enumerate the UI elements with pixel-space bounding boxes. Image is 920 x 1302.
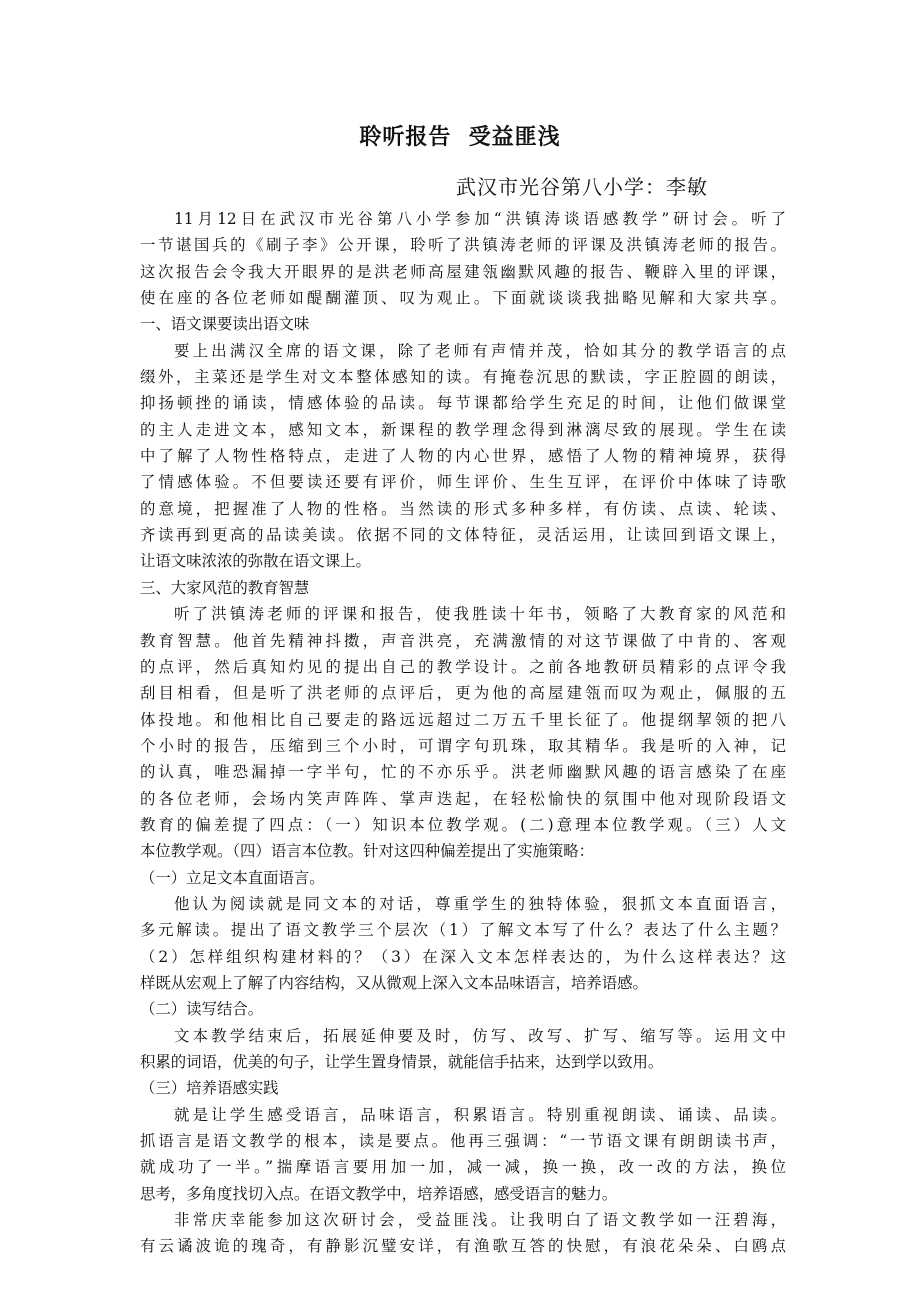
text-line: 个小时的报告，压缩到三个小时，可谓字句玑珠，取其精华。我是听的入神，记 — [140, 736, 786, 755]
text-line: 抓语言是语文教学的根本，读是要点。他再三强调：“一节语文课有朗朗读书声， — [140, 1132, 786, 1151]
text-line: 本位教学观。（四）语言本位教。针对这四种偏差提出了实施策略： — [140, 842, 595, 861]
text-line: 刮目相看，但是听了洪老师的点评后，更为他的高屋建瓴而叹为观止，佩服的五 — [140, 684, 786, 703]
text-line: 就是让学生感受语言，品味语言，积累语言。特别重视朗读、诵读、品读。 — [174, 1105, 786, 1124]
text-line: 有云谲波诡的瑰奇，有静影沉璧安详，有渔歌互答的快慰，有浪花朵朵、白鸥点 — [140, 1237, 786, 1256]
text-line: （三）培养语感实践 — [140, 1079, 279, 1098]
text-line: 一、语文课要读出语文味 — [140, 315, 310, 334]
text-line: 让语文味浓浓的弥散在语文课上。 — [140, 552, 371, 571]
text-line: （2）怎样组织构建材料的？（3）在深入文本怎样表达的，为什么这样表达？这 — [140, 947, 786, 966]
text-line: 三、大家风范的教育智慧 — [140, 578, 310, 597]
text-line: 多元解读。提出了语文教学三个层次（1）了解文本写了什么？表达了什么主题？ — [140, 921, 786, 940]
text-line: 这次报告会令我大开眼界的是洪老师高屋建瓴幽默风趣的报告、鞭辟入里的评课， — [140, 262, 786, 281]
text-line: 就成功了一半。”揣摩语言要用加一加，减一减，换一换，改一改的方法，换位 — [140, 1158, 786, 1177]
text-line: 11月12日在武汉市光谷第八小学参加“洪镇涛谈语感教学”研讨会。听了 — [174, 210, 786, 228]
text-line: 非常庆幸能参加这次研讨会，受益匪浅。让我明白了语文教学如一汪碧海， — [174, 1211, 786, 1230]
text-line: 教育智慧。他首先精神抖擞，声音洪亮，充满激情的对这节课做了中肯的、客观 — [140, 631, 786, 650]
text-line: 一节谌国兵的《刷子李》公开课，聆听了洪镇涛老师的评课及洪镇涛老师的报告。 — [140, 236, 786, 255]
text-line: 的点评，然后真知灼见的提出自己的教学设计。之前各地教研员精彩的点评令我 — [140, 657, 786, 676]
text-line: 听了洪镇涛老师的评课和报告，使我胜读十年书，领略了大教育家的风范和 — [174, 605, 786, 624]
text-line: 的认真，唯恐漏掉一字半句，忙的不亦乐乎。洪老师幽默风趣的语言感染了在座 — [140, 763, 786, 782]
text-line: 他认为阅读就是同文本的对话，尊重学生的独特体验，狠抓文本直面语言， — [174, 894, 786, 913]
text-line: （二）读写结合。 — [140, 1000, 264, 1019]
text-line: 中了解了人物性格特点，走进了人物的内心世界，感悟了人物的精神境界，获得 — [140, 447, 786, 466]
text-line: 的意境，把握准了人物的性格。当然读的形式多种多样，有仿读、点读、轮读、 — [140, 499, 786, 518]
document-body — [140, 206, 786, 1260]
text-line: 文本教学结束后，拓展延伸要及时，仿写、改写、扩写、缩写等。运用文中 — [174, 1026, 786, 1045]
text-line: 使在座的各位老师如醍醐灌顶、叹为观止。下面就谈谈我拙略见解和大家共享。 — [140, 289, 786, 308]
text-line: 抑扬顿挫的诵读，情感体验的品读。每节课都给学生充足的时间，让他们做课堂 — [140, 394, 786, 413]
text-line: 体投地。和他相比自己要走的路远远超过二万五千里长征了。他提纲挈领的把八 — [140, 710, 786, 729]
document-title: 聆听报告 受益匪浅 — [359, 125, 561, 150]
text-line: 的主人走进文本，感知文本，新课程的教学理念得到淋漓尽致的展现。学生在读 — [140, 420, 786, 439]
text-line: 要上出满汉全席的语文课，除了老师有声情并茂，恰如其分的教学语言的点 — [174, 341, 786, 360]
text-line: 了情感体验。不但要读还要有评价，师生评价、生生互评，在评价中体味了诗歌 — [140, 473, 786, 492]
document-author: 武汉市光谷第八小学：李敏 — [456, 175, 708, 199]
text-line: 缀外，主菜还是学生对文本整体感知的读。有掩卷沉思的默读，字正腔圆的朗读， — [140, 368, 786, 387]
text-line: 思考，多角度找切入点。在语文教学中，培养语感，感受语言的魅力。 — [140, 1184, 618, 1203]
text-line: 的各位老师，会场内笑声阵阵、掌声迭起，在轻松愉快的氛围中他对现阶段语文 — [140, 789, 786, 808]
text-line: 样既从宏观上了解了内容结构，又从微观上深入文本品味语言，培养语感。 — [140, 973, 648, 992]
text-line: （一）立足文本直面语言。 — [140, 868, 325, 887]
text-line: 教育的偏差提了四点：（一）知识本位教学观。(二)意理本位教学观。（三）人文 — [140, 815, 786, 834]
text-line: 齐读再到更高的品读美读。依据不同的文体特征，灵活运用，让读回到语文课上， — [140, 526, 786, 545]
text-line: 积累的词语，优美的句子，让学生置身情景，就能信手拈来，达到学以致用。 — [140, 1053, 664, 1071]
